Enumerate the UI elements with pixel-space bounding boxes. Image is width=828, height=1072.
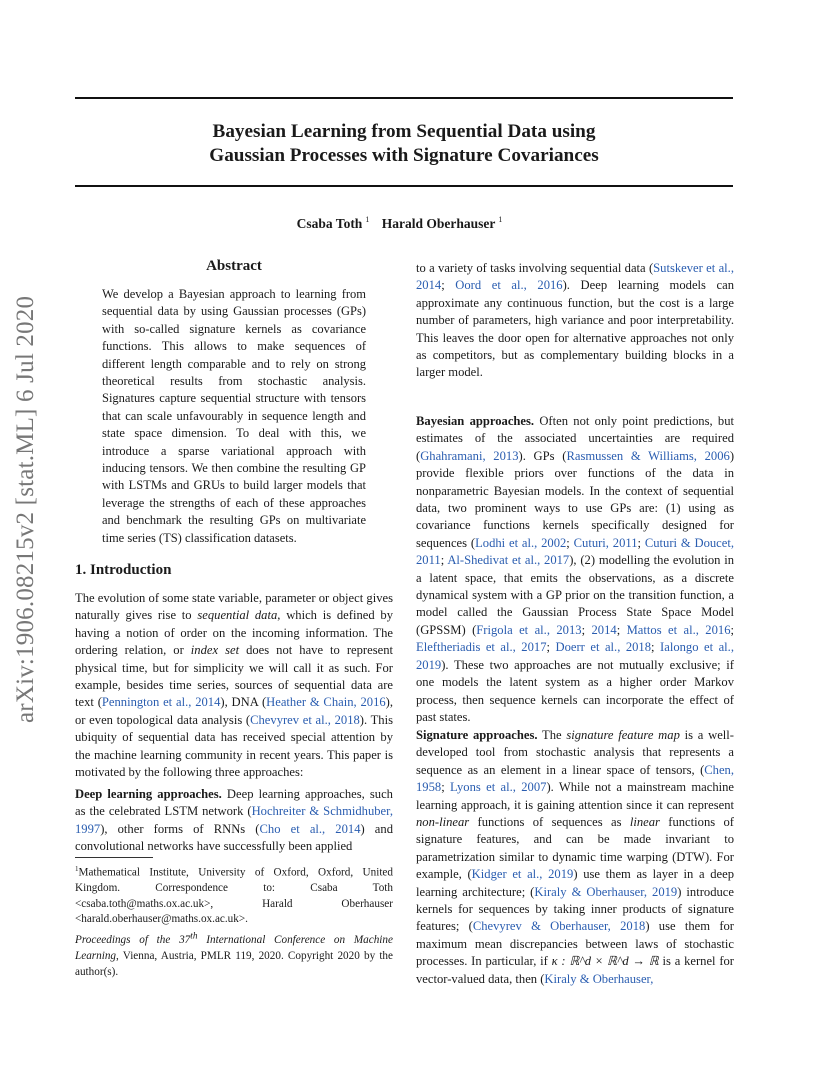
text: ), or even topological data analysis ( xyxy=(75,695,394,727)
citation-link[interactable]: Ialongo et al., 2019 xyxy=(416,640,734,672)
text: to a variety of tasks involving sequential data ( xyxy=(416,261,654,275)
citation-link[interactable]: Pennington et al., 2014 xyxy=(101,695,221,710)
section-heading-introduction: 1. Introduction xyxy=(75,562,172,578)
title-line-2: Gaussian Processes with Signature Covariances xyxy=(209,145,599,166)
deep-learning-paragraph xyxy=(75,786,393,856)
text: is a kernel for vector-valued data, then ( xyxy=(416,954,735,986)
text: ), DNA ( xyxy=(220,695,267,710)
text: The evolution of some state variable, parameter or object gives naturally gives rise to xyxy=(75,591,393,623)
footnote-rule xyxy=(75,857,153,858)
signature-paragraph xyxy=(416,727,734,988)
citation-link[interactable]: Mattos et al., 2016 xyxy=(626,622,731,637)
text: The xyxy=(537,728,567,742)
text: ). GPs ( xyxy=(518,448,567,463)
author-list xyxy=(0,215,808,232)
text: , which is defined by having a notion of order on the incoming information. The ordering relation, or xyxy=(75,608,393,658)
top-rule xyxy=(75,97,733,99)
text: functions of signature features, and can be made invariant to parametrization similar to dynamic time warping (DTW). For example, ( xyxy=(416,815,734,882)
abstract-heading: Abstract xyxy=(206,258,262,274)
citation-link[interactable]: Frigola et al., 2013 xyxy=(476,622,582,637)
text: Often not only point predictions, but estimates of the associated uncertainties are required ( xyxy=(416,414,734,463)
text: ; xyxy=(440,553,448,568)
affiliation-mark: 1 xyxy=(498,215,503,224)
author-name: Harald Oberhauser xyxy=(381,216,496,231)
text: International Conference on Machine Learning xyxy=(75,933,393,962)
citation-link[interactable]: Eleftheriadis et al., 2017 xyxy=(416,640,547,655)
emphasis: sequential data xyxy=(197,608,278,623)
text: ). These two approaches are not mutually exclusive; if one models the latent system as a higher order Markov process, then sequence kernels can incorporate the effect of past states. xyxy=(416,657,734,724)
math-expression: κ : ℝ^d × ℝ^d → ℝ xyxy=(551,954,659,969)
citation-link[interactable]: Lodhi et al., 2002 xyxy=(475,535,567,550)
footnote xyxy=(75,862,393,928)
citation-link[interactable]: Heather & Chain, 2016 xyxy=(266,695,386,710)
text: ) provide flexible priors over functions of the data in nonparametric Bayesian models. In the context of sequential data, two prominent ways to use GPs are: (1) using as covariance functions kernels specifically designed for sequences ( xyxy=(416,448,735,550)
citation-link[interactable]: Kidger et al., 2019 xyxy=(471,867,574,882)
text: ; xyxy=(581,622,592,637)
citation-link[interactable]: 2014 xyxy=(591,622,617,637)
text: ), (2) modelling the evolution in a latent space, that emits the observations, as a discrete dynamical system with a GP prior on the transition function, a model called the Gaussian Process State Space Model (GPSSM) ( xyxy=(416,553,735,637)
proceedings-note xyxy=(75,928,393,980)
affiliation-mark: 1 xyxy=(365,215,370,224)
text: ; xyxy=(441,278,456,293)
text: Proceedings of the 37 xyxy=(75,933,191,946)
text: ; xyxy=(637,535,645,550)
text: ; xyxy=(616,622,627,637)
text: ; xyxy=(546,640,556,655)
emphasis: signature feature map xyxy=(566,728,680,742)
emphasis: non-linear xyxy=(416,815,470,830)
text: ). This ubiquity of sequential data has received special attention by the machine learning community in recent years. This paper is motivated by the following three approaches: xyxy=(75,712,393,780)
citation-link[interactable]: Lyons et al., 2007 xyxy=(450,780,547,795)
citation-link[interactable]: Cuturi, 2011 xyxy=(573,535,638,550)
text: ; xyxy=(441,780,451,795)
text: ) and convolutional networks have successfully been applied xyxy=(75,821,393,854)
citation-link[interactable]: Hochreiter & Schmidhuber, 1997 xyxy=(75,804,393,836)
text: functions of sequences as xyxy=(469,815,630,830)
title-bottom-rule xyxy=(75,185,733,187)
citation-link[interactable]: Ghahramani, 2013 xyxy=(420,448,519,463)
text: is a well-developed tool from stochastic analysis that represents a sequence as an element in a linear space of tensors, ( xyxy=(416,728,734,777)
citation-link[interactable]: Rasmussen & Williams, 2006 xyxy=(566,448,730,463)
text: ) introduce kernels for sequences by taking inner products of signature features; ( xyxy=(416,884,734,934)
text: ). Deep learning models can approximate any continuous function, but the cost is a large number of parameters, high variance and poor interpretability. This leaves the door open for alternative approaches not only as competitors, but as complementary building blocks in a larger model. xyxy=(416,278,734,380)
paragraph-heading: Bayesian approaches. xyxy=(416,414,535,428)
text: ; xyxy=(730,622,734,637)
paper-title xyxy=(75,120,733,168)
superscript: th xyxy=(190,931,198,941)
citation-link[interactable]: Chen, 1958 xyxy=(416,762,734,795)
text: ) use them for maximum mean discrepancies between laws of stochastic processes. In particular, if xyxy=(416,919,735,969)
text: does not have to represent physical time, but for simplicity we will call it as such. For example, besides time series, sources of sequential data are text ( xyxy=(75,643,394,710)
citation-link[interactable]: Cuturi & Doucet, 2011 xyxy=(416,535,734,568)
text: ; xyxy=(651,640,661,655)
footnote-mark: 1 xyxy=(75,865,79,873)
citation-link[interactable]: Kiraly & Oberhauser, xyxy=(544,971,654,986)
text: Deep learning approaches, such as the celebrated LSTM network ( xyxy=(75,787,393,819)
citation-link[interactable]: Oord et al., 2016 xyxy=(455,278,563,293)
citation-link[interactable]: Cho et al., 2014 xyxy=(259,821,361,836)
citation-link[interactable]: Doerr et al., 2018 xyxy=(555,640,652,655)
text: ). While not a mainstream machine learning approach, it is gaining attention since it can represent xyxy=(416,780,735,812)
deep-learning-continuation xyxy=(416,260,734,382)
text: , Vienna, Austria, PMLR 119, 2020. Copyright 2020 by the author(s). xyxy=(75,949,393,978)
author-name: Csaba Toth xyxy=(296,216,363,231)
citation-link[interactable]: Kiraly & Oberhauser, 2019 xyxy=(534,884,678,899)
intro-paragraph xyxy=(75,590,393,781)
citation-link[interactable]: Al-Shedivat et al., 2017 xyxy=(447,553,570,568)
citation-link[interactable]: Sutskever et al., 2014 xyxy=(416,261,734,293)
abstract-body: We develop a Bayesian approach to learning from sequential data by using Gaussian processes (GPs) with so-called signature kernels as covariance functions. This allows to make sequences of different length comparable and to rely on strong theoretical results from stochastic analysis. Signatures capture sequential structure with tensors that can scale unfavourably in sequence length and state space dimension. To deal with this, we introduce a sparse variational approach with inducing tensors. We then combine the resulting GP with LSTMs and GRUs to build larger models that leverage the strengths of each of these approaches and benchmark the resulting GPs on multivariate time series (TS) classification datasets. xyxy=(102,287,366,545)
emphasis: linear xyxy=(629,815,660,830)
emphasis: index set xyxy=(190,643,240,658)
text: ; xyxy=(566,535,574,550)
paragraph-heading: Signature approaches. xyxy=(416,728,538,742)
footnote-text: Mathematical Institute, University of Oxford, Oxford, United Kingdom. Correspondence to: Csaba Toth <csaba.toth@maths.ox.ac.uk>, Harald Oberhauser <harald.oberhauser@maths.ox.ac.uk>. xyxy=(75,866,393,926)
bayesian-paragraph xyxy=(416,413,734,726)
text: ) use them as layer in a deep learning architecture; ( xyxy=(416,867,734,899)
title-line-1: Bayesian Learning from Sequential Data using xyxy=(212,121,596,142)
arxiv-stamp: arXiv:1906.08215v2 [stat.ML] 6 Jul 2020 xyxy=(12,295,39,723)
citation-link[interactable]: Chevyrev et al., 2018 xyxy=(250,712,360,727)
citation-link[interactable]: Chevyrev & Oberhauser, 2018 xyxy=(472,919,646,934)
text: ), other forms of RNNs ( xyxy=(100,821,260,836)
paragraph-heading: Deep learning approaches. xyxy=(75,787,222,801)
